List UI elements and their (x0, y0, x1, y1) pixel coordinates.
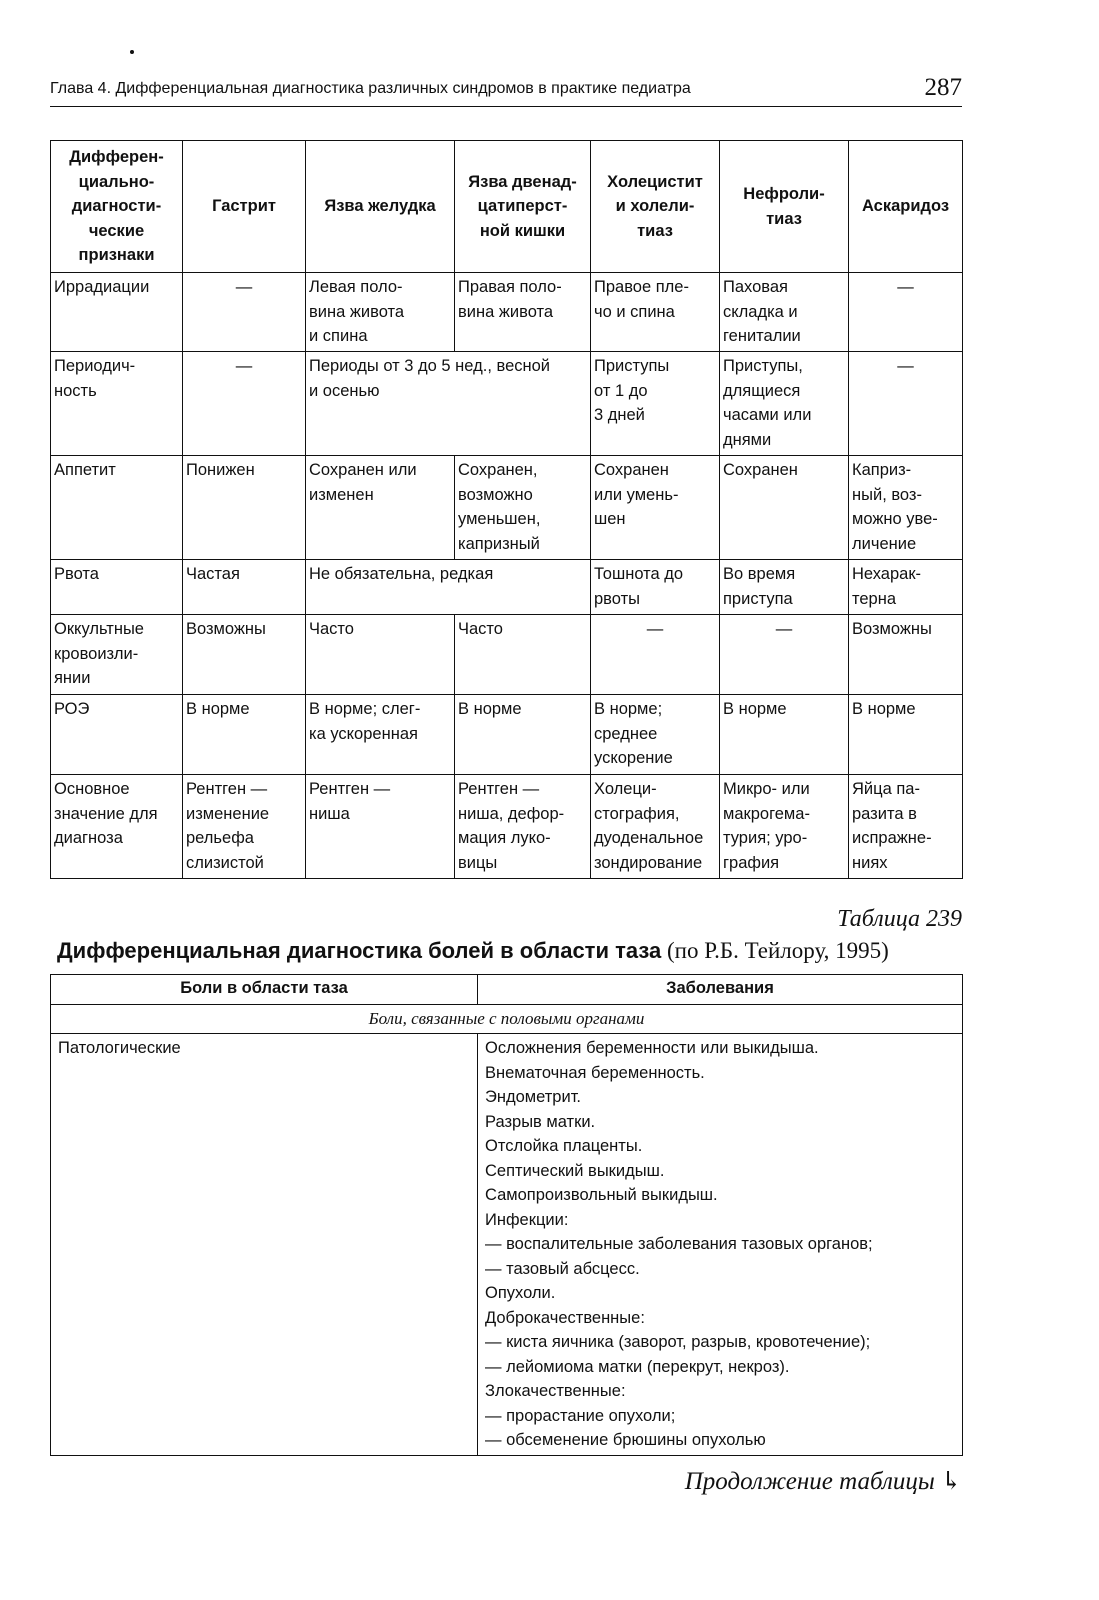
continuation-note: Продолжение таблицы ↳ (684, 1468, 962, 1495)
header-cell: Дифферен- циально- диагности- ческие признаки (51, 141, 183, 273)
table-cell: В норме; слег- ка ускоренная (306, 695, 455, 775)
header-cell: Язва двенад- цатиперст- ной кишки (455, 141, 591, 273)
table-cell: Паховая складка и гениталии (720, 273, 849, 352)
table-cell: Яйца па- разита в испражне- ниях (849, 775, 963, 879)
row-label: Периодич- ность (51, 352, 183, 456)
list-item: Внематочная беременность. (485, 1063, 705, 1082)
row-label: Основное значение для диагноза (51, 775, 183, 879)
header-cell: Заболевания (478, 975, 963, 1005)
table-row (51, 456, 963, 560)
table-row (51, 615, 963, 695)
list-item: Злокачественные: (485, 1382, 626, 1400)
table-cell: — (183, 273, 306, 352)
table-cell: Каприз- ный, воз- можно уве- личение (849, 456, 963, 560)
list-item: Осложнения беременности или выкидыша. (485, 1039, 819, 1057)
row-label: Рвота (51, 560, 183, 615)
list-item: — обсеменение брюшины опухолью (485, 1431, 766, 1449)
table-cell: Частая (183, 560, 306, 615)
table-row (51, 775, 963, 879)
table-cell: Периоды от 3 до 5 нед., весной и осенью (306, 352, 591, 456)
table-cell: Тошнота до рвоты (591, 560, 720, 615)
table-cell: Нехарак- терна (849, 560, 963, 615)
table-cell: — (720, 615, 849, 695)
table-cell: Правая поло- вина живота (455, 273, 591, 352)
table-title-source: (по Р.Б. Тейлору, 1995) (661, 938, 889, 963)
table-cell: В норме; среднее ускорение (591, 695, 720, 775)
differential-diagnosis-table (50, 140, 963, 879)
table-cell: Приступы, длящиеся часами или днями (720, 352, 849, 456)
table-cell: Сохранен или умень- шен (591, 456, 720, 560)
row-label: Иррадиации (51, 273, 183, 352)
list-item: — воспалительные заболевания тазовых органов; (485, 1235, 873, 1253)
list-item: Эндометрит. (485, 1088, 582, 1106)
list-item: Отслойка плаценты. (485, 1137, 643, 1155)
table-cell: Рентген — ниша (306, 775, 455, 879)
table-row (51, 695, 963, 775)
table-cell: Приступы от 1 до 3 дней (591, 352, 720, 456)
list-item: — прорастание опухоли; (485, 1406, 676, 1425)
row-label: РОЭ (51, 695, 183, 775)
table-cell: Часто (306, 615, 455, 695)
stray-dot (130, 50, 134, 54)
list-item: — лейомиома матки (перекрут, некроз). (485, 1357, 790, 1376)
running-header (50, 76, 962, 107)
table-row (51, 273, 963, 352)
table-header-row (51, 141, 963, 273)
table-title (57, 938, 889, 964)
table-cell: Рентген — ниша, дефор- мация луко- вицы (455, 775, 591, 879)
page-number: 287 (924, 74, 962, 101)
table-cell: — (849, 273, 963, 352)
table-cell: Во время приступа (720, 560, 849, 615)
table-caption: Таблица 239 (837, 906, 962, 932)
list-item: — тазовый абсцесс. (485, 1259, 640, 1278)
header-cell: Язва желудка (306, 141, 455, 273)
table-cell: В норме (849, 695, 963, 775)
table-cell: Рентген — изменение рельефа слизистой (183, 775, 306, 879)
list-item: Самопроизвольный выкидыш. (485, 1186, 718, 1204)
table-cell: Правое пле- чо и спина (591, 273, 720, 352)
row-label: Аппетит (51, 456, 183, 560)
table-header-row (51, 975, 963, 1005)
list-item: Опухоли. (485, 1284, 556, 1302)
table-cell: — (183, 352, 306, 456)
table-cell: В норме (183, 695, 306, 775)
table-cell: В норме (455, 695, 591, 775)
header-cell: Гастрит (183, 141, 306, 273)
table-cell: Сохранен (720, 456, 849, 560)
table-cell: Понижен (183, 456, 306, 560)
table-cell: Левая поло- вина живота и спина (306, 273, 455, 352)
table-row (51, 352, 963, 456)
table-title-main: Дифференциальная диагностика болей в области таза (57, 938, 662, 963)
table-cell: Холеци- стография, дуоденальное зондирование (591, 775, 720, 879)
section-row (51, 1004, 963, 1034)
header-cell: Аскаридоз (849, 141, 963, 273)
table-cell: Часто (455, 615, 591, 695)
table-cell: Возможны (849, 615, 963, 695)
header-cell: Боли в области таза (51, 975, 478, 1005)
list-item: Септический выкидыш. (485, 1161, 665, 1180)
list-item: Разрыв матки. (485, 1112, 596, 1131)
table-cell: — (849, 352, 963, 456)
table-cell: Микро- или макрогема- турия; уро- графия (720, 775, 849, 879)
list-item: Инфекции: (485, 1210, 569, 1229)
table-cell: — (591, 615, 720, 695)
list-item: Доброкачественные: (485, 1308, 645, 1327)
section-heading: Боли, связанные с половыми органами (51, 1004, 963, 1034)
pelvic-pain-table (50, 974, 963, 1456)
table-cell: В норме (720, 695, 849, 775)
header-cell: Нефроли- тиаз (720, 141, 849, 273)
row-label: Патологические (51, 1034, 478, 1456)
table-cell: Возможны (183, 615, 306, 695)
table-row (51, 1034, 963, 1456)
chapter-title: Глава 4. Дифференциальная диагностика различных синдромов в практике педиатра (50, 80, 691, 97)
row-label: Оккультные кровоизли- янии (51, 615, 183, 695)
table-cell: Не обязательна, редкая (306, 560, 591, 615)
header-cell: Холецистит и холели- тиаз (591, 141, 720, 273)
table-row (51, 560, 963, 615)
list-item: — киста яичника (заворот, разрыв, кровотечение); (485, 1333, 871, 1351)
table-cell: Сохранен или изменен (306, 456, 455, 560)
disease-list (478, 1034, 963, 1456)
table-cell: Сохранен, возможно уменьшен, капризный (455, 456, 591, 560)
